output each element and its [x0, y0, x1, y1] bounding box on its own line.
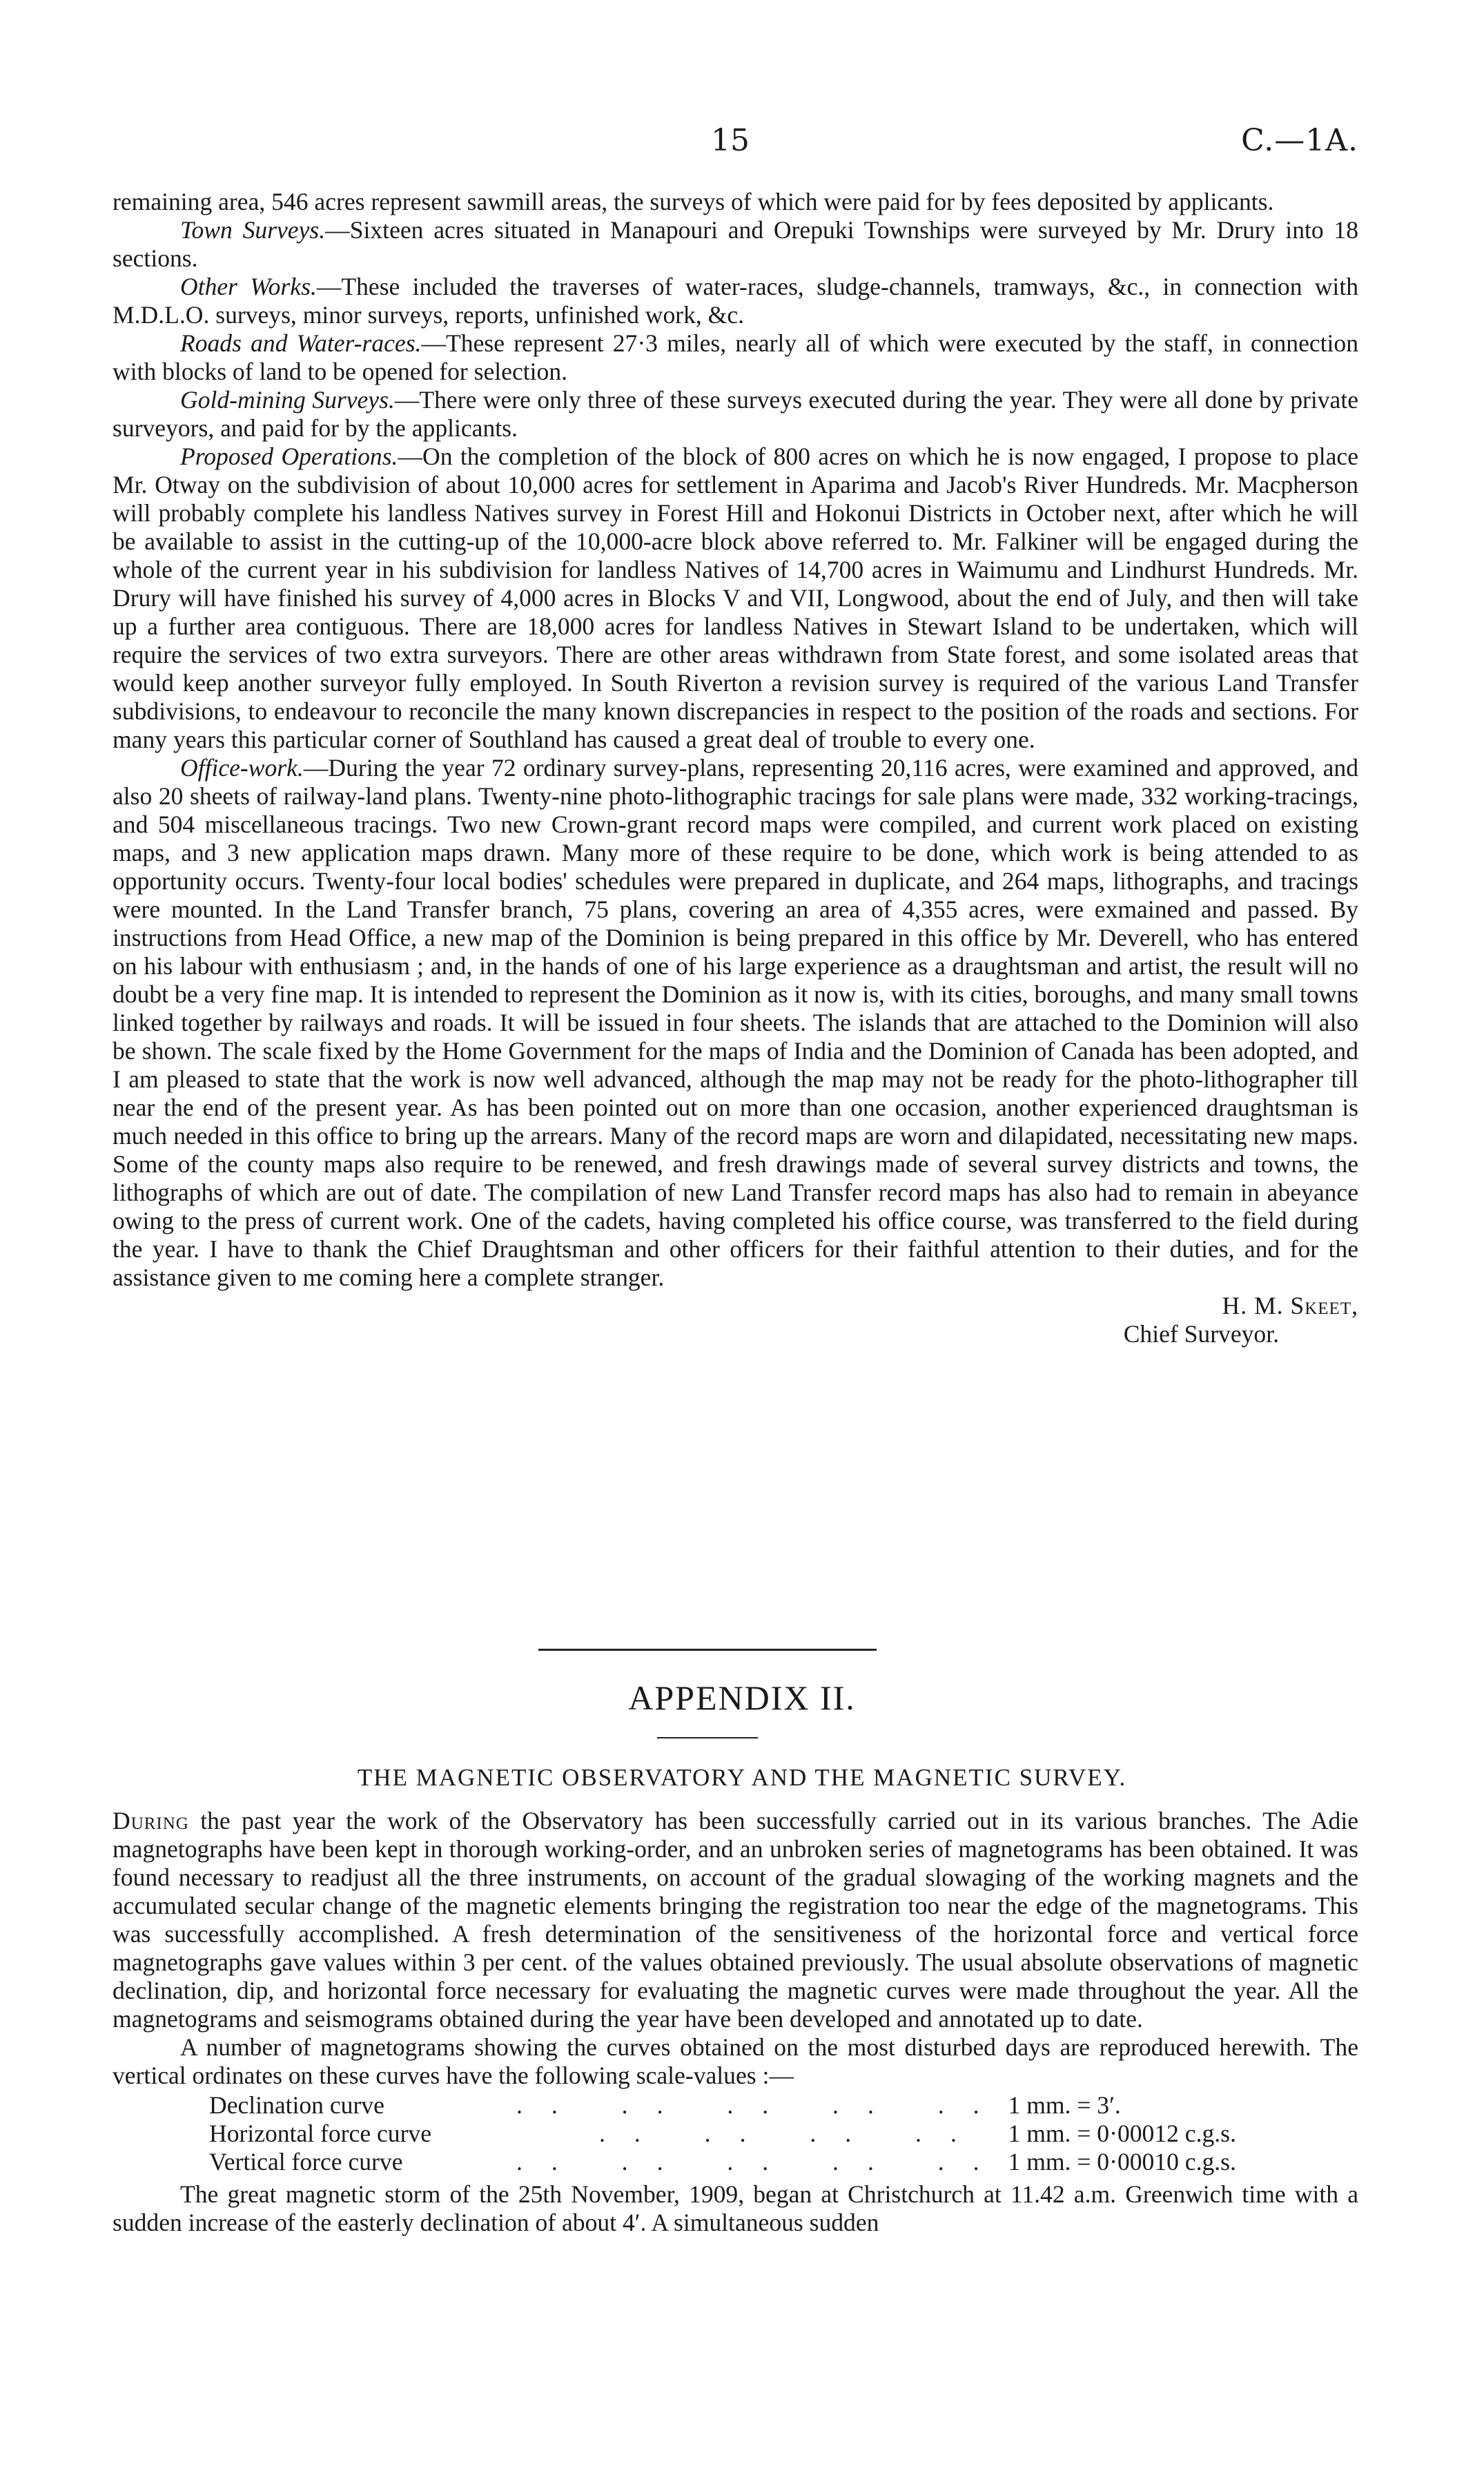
paragraph-other-works [113, 273, 1358, 329]
paragraph-gold-mining-surveys [113, 386, 1358, 443]
paragraph-magnetograms [113, 2033, 1358, 2090]
leader-dots: .. .. .. .. [599, 2120, 986, 2147]
section-title: THE MAGNETIC OBSERVATORY AND THE MAGNETIC SURVEY. [357, 1764, 1127, 1791]
signature-title: Chief Surveyor. [1123, 1320, 1279, 1348]
scale-value: 1 mm. = 0·00012 c.g.s. [1008, 2120, 1236, 2147]
scale-row [209, 2120, 1236, 2148]
paragraph-magnetic-storm [113, 2180, 1358, 2237]
paragraph-town-surveys [113, 216, 1358, 273]
paragraph-text: —These represent 27·3 miles, nearly all of which were executed by the staff, in connection with blocks of land to be opened for selection. [113, 329, 1359, 385]
paragraph-proposed-operations [113, 443, 1358, 754]
page-header [0, 123, 1484, 164]
chief-surveyor-report-text [113, 188, 1358, 1348]
scale-row [209, 2148, 1236, 2176]
leader-dots: .. .. .. .. .. [516, 2148, 1008, 2176]
paragraph-remaining-area [113, 188, 1358, 216]
scale-label: Horizontal force curve [209, 2120, 432, 2147]
paragraph-observatory-work [113, 1807, 1358, 2033]
scale-values-table [209, 2091, 1236, 2176]
paragraph-office-work [113, 754, 1358, 1292]
paragraph-lead: Gold-mining Surveys. [180, 386, 395, 414]
paragraph-lead: Roads and Water-races. [180, 329, 422, 357]
paragraph-text: —Sixteen acres situated in Manapouri and Orepuki Townships were surveyed by Mr. Drury into 18 sections. [113, 216, 1358, 272]
paragraph-lead: Other Works. [180, 273, 317, 300]
paragraph-drop-word: During [113, 1807, 189, 1834]
document-reference: C.—1A. [1241, 123, 1358, 158]
page-number: 15 [711, 123, 750, 158]
scale-label: Declination curve [209, 2091, 384, 2119]
paragraph-text: —There were only three of these surveys executed during the year. They were all done by private surveyors, and paid for by the applicants. [113, 386, 1358, 442]
leader-dots: .. .. .. .. .. [516, 2091, 1008, 2119]
paragraph-text: the past year the work of the Observatory has been successfully carried out in its various branches. The Adie magnetographs have been kept in thorough working-order, and an unbroken series of magnetograms has been obtained. It was found necessary to readjust all the three instruments, on account of the gradual slowaging of the working magnets and the accumulated secular change of the magnetic elements bringing the registration too near the edge of the magnetograms. This was successfully accomplished. A fresh determination of the sensitiveness of the horizontal force and vertical force magnetographs gave values within 3 per cent. of the values obtained previously. The usual absolute observations of magnetic declination, dip, and horizontal force necessary for evaluating the magnetic curves were made throughout the year. All the magnetograms and seismograms obtained during the year have been developed and annotated up to date. [113, 1807, 1358, 2033]
paragraph-text: The great magnetic storm of the 25th November, 1909, began at Christchurch at 11.42 a.m. Greenwich time with a sudden increase of the easterly declination of about 4′. A simultaneous sudden [113, 2180, 1358, 2236]
scale-value: 1 mm. = 3′. [1008, 2091, 1121, 2119]
paragraph-lead: Proposed Operations. [180, 443, 398, 470]
heading-rule [657, 1737, 758, 1738]
section-divider [538, 1649, 877, 1651]
appendix-text [113, 1807, 1358, 2237]
paragraph-lead: Office-work. [180, 754, 304, 782]
signature-name: H. M. Skeet, [1222, 1292, 1358, 1319]
scale-row [209, 2091, 1236, 2120]
paragraph-text: —During the year 72 ordinary survey-plans, representing 20,116 acres, were examined and approved, and also 20 sheets of railway-land plans. Twenty-nine photo-lithographic tracings for sale plans were made, 332 working-tracings, and 504 miscellaneous tracings. Two new Crown-grant record maps were compiled, and current work placed on existing maps, and 3 new application maps drawn. Many more of these require to be done, which work is being attended to as opportunity occurs. Twenty-four local bodies' schedules were prepared in duplicate, and 264 maps, lithographs, and tracings were mounted. In the Land Transfer branch, 75 plans, covering an area of 4,355 acres, were exmained and passed. By instructions from Head Office, a new map of the Dominion is being prepared in this office by Mr. Deverell, who has entered on his labour with enthusiasm ; and, in the hands of one of his large experience as a draughtsman and artist, the result will no doubt be a very fine map. It is intended to represent the Dominion as it now is, with its cities, boroughs, and many small towns linked together by railways and roads. It will be issued in four sheets. The islands that are attached to the Dominion will also be shown. The scale fixed by the Home Government for the maps of India and the Dominion of Canada has been adopted, and I am pleased to state that the work is now well advanced, although the map may not be ready for the photo-lithographer till near the end of the present year. As has been pointed out on more than one occasion, another experienced draughtsman is much needed in this office to bring up the arrears. Many of the record maps are worn and dilapidated, necessitating new maps. Some of the county maps also require to be renewed, and fresh drawings made of several survey districts and towns, the lithographs of which are out of date. The compilation of new Land Transfer record maps has also had to remain in abeyance owing to the press of current work. One of the cadets, having completed his office course, was transferred to the field during the year. I have to thank the Chief Draughtsman and other officers for their faithful attention to their duties, and for the assistance given to me coming here a complete stranger. [113, 754, 1358, 1291]
paragraph-text: A number of magnetograms showing the curves obtained on the most disturbed days are reproduced herewith. The vertical ordinates on these curves have the following scale-values :— [113, 2033, 1358, 2089]
appendix-heading: APPENDIX II. [628, 1678, 856, 1717]
paragraph-roads-water-races [113, 329, 1358, 386]
scale-label: Vertical force curve [209, 2148, 403, 2176]
paragraph-text: —On the completion of the block of 800 acres on which he is now engaged, I propose to place Mr. Otway on the subdivision of about 10,000 acres for settlement in Aparima and Jacob's River Hundreds. Mr. Macpherson will probably complete his landless Natives survey in Forest Hill and Hokonui Districts in October next, after which he will be available to assist in the cutting-up of the 10,000-acre block above referred to. Mr. Falkiner will be engaged during the whole of the current year in his subdivision for landless Natives of 14,700 acres in Waimumu and Lindhurst Hundreds. Mr. Drury will have finished his survey of 4,000 acres in Blocks V and VII, Longwood, about the end of July, and then will take up a further area contiguous. There are 18,000 acres for landless Natives in Stewart Island to be undertaken, which will require the services of two extra surveyors. There are other areas withdrawn from State forest, and some isolated areas that would keep another surveyor fully employed. In South Riverton a revision survey is required of the various Land Transfer subdivisions, to endeavour to reconcile the many known discrepancies in respect to the position of the roads and sections. For many years this particular corner of Southland has caused a great deal of trouble to every one. [113, 443, 1358, 753]
scale-value: 1 mm. = 0·00010 c.g.s. [1008, 2148, 1236, 2176]
paragraph-text: —These included the traverses of water-races, sludge-channels, tramways, &c., in connection with M.D.L.O. surveys, minor surveys, reports, unfinished work, &c. [113, 273, 1358, 329]
paragraph-lead: Town Surveys. [180, 216, 326, 244]
paragraph-text: remaining area, 546 acres represent sawmill areas, the surveys of which were paid for by fees deposited by applicants. [113, 188, 1274, 215]
